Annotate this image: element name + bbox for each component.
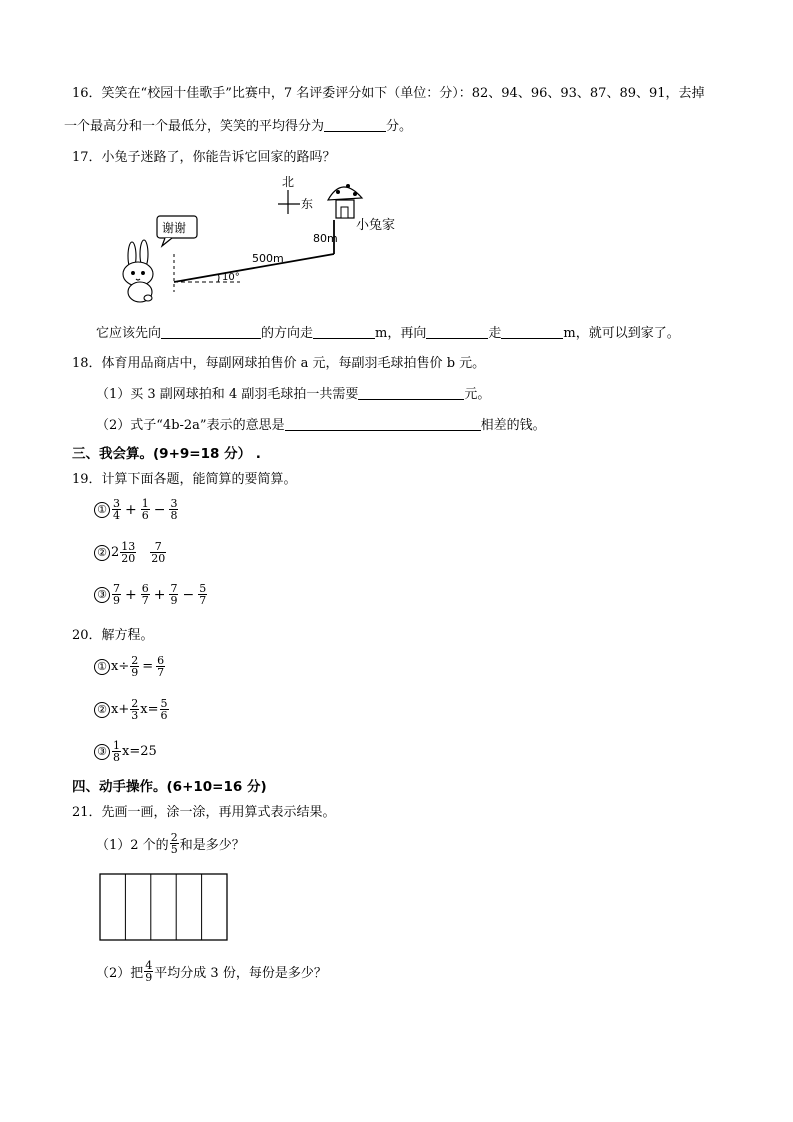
path-500m-label: 500m: [252, 252, 284, 265]
speech-bubble-text: 谢谢: [162, 221, 187, 235]
q17-answer-line: [96, 322, 680, 341]
q18-sub1-text-b: 元。: [464, 387, 491, 402]
q19-e1-number: ①: [94, 502, 110, 518]
q16-line1: 16．笑笑在“校园十佳歌手”比赛中，7 名评委评分如下（单位：分）：82、94、96、93、87、89、91，去掉: [72, 86, 705, 101]
q17-direction-blank-2[interactable]: [426, 324, 488, 339]
section-3-title: 三、我会算。(9+9=18 分） .: [72, 446, 261, 462]
q21-sub1-text-a: （1）2 个的: [96, 838, 169, 853]
q21-sub1: [96, 832, 245, 855]
path-80m-label: 80m: [313, 232, 338, 245]
q20-title: 20．解方程。: [72, 628, 154, 643]
q17-text-p4: 走: [488, 326, 502, 341]
q19-title: 19．计算下面各题，能简算的要简算。: [72, 472, 297, 487]
fraction: $\frac{5}{6}$: [160, 697, 168, 722]
q21-sub1-text-b: 和是多少？: [179, 838, 245, 853]
rabbit-map-diagram: [110, 170, 410, 310]
q18-sub2-text-b: 相差的钱。: [480, 418, 546, 433]
fraction: $\frac{6}{7}$: [141, 582, 149, 607]
fraction: $\frac{1}{6}$: [141, 497, 149, 522]
q21-title: 21．先画一画，涂一涂，再用算式表示结果。: [72, 805, 336, 820]
q17-text-p1: 它应该先向: [96, 326, 162, 341]
q18-sub1: [96, 383, 490, 402]
rabbit-home-label: 小兔家: [356, 218, 396, 233]
q19-expr-3: ③ $\frac{7}{9}$ + $\frac{6}{7}$ + $\frac{7}{9}$ − $\frac{5}{7}$: [94, 583, 208, 606]
q18-sub1-text-a: （1）买 3 副网球拍和 4 副羽毛球拍一共需要: [96, 387, 359, 402]
q17-text-p3: m，再向: [375, 326, 427, 341]
q20-e1-number: ①: [94, 659, 110, 675]
section-4-title: 四、动手操作。(6+10=16 分): [72, 779, 267, 795]
fraction: $\frac{6}{7}$: [157, 654, 165, 679]
q20-e2-number: ②: [94, 702, 110, 718]
fraction: $\frac{3}{8}$: [170, 497, 178, 522]
fraction: $\frac{7}{20}$: [151, 540, 166, 565]
q20-eq-3: ③ $\frac{1}{8}$ x=25: [94, 740, 157, 763]
q18-title: 18．体育用品商店中，每副网球拍售价 a 元，每副羽毛球拍售价 b 元。: [72, 356, 486, 371]
q19-e2-number: ②: [94, 545, 110, 561]
angle-arc: [218, 274, 219, 282]
q16-text-b: 分。: [386, 119, 413, 134]
q16-answer-blank[interactable]: [324, 117, 386, 132]
q16-text-a: 一个最高分和一个最低分，笑笑的平均得分为: [64, 119, 325, 134]
q21-sub2-text-b: 平均分成 3 份，每份是多少？: [154, 966, 327, 981]
q21-sub2-text-a: （2）把: [96, 966, 144, 981]
q21-sub2: [96, 960, 327, 983]
fraction: $\frac{3}{4}$: [113, 497, 120, 522]
fraction: $\frac{7}{9}$: [170, 582, 178, 607]
q17-distance-blank-2[interactable]: [501, 324, 563, 339]
q20-eq-2: ② x+ $\frac{2}{3}$ x= $\frac{5}{6}$: [94, 698, 170, 721]
q17-text-p5: m，就可以到家了。: [563, 326, 680, 341]
q20-e3-number: ③: [94, 744, 110, 760]
fraction: $\frac{1}{8}$: [113, 739, 120, 764]
q17-text-p2: 的方向走: [261, 326, 314, 341]
fraction: $\frac{2}{5}$: [170, 831, 178, 856]
angle-label: 10°: [222, 272, 240, 283]
q17-direction-blank-1[interactable]: [161, 324, 261, 339]
rabbit-icon: [123, 240, 153, 302]
q19-expr-2: ② 2 $\frac{13}{20}$ $\frac{7}{20}$: [94, 541, 167, 564]
fraction: $\frac{5}{7}$: [199, 582, 207, 607]
q17-distance-blank-1[interactable]: [313, 324, 375, 339]
q17-title: 17．小兔子迷路了，你能告诉它回家的路吗？: [72, 150, 336, 165]
q19-e3-number: ③: [94, 587, 110, 603]
q18-sub2-text-a: （2）式子“4b-2a”表示的意思是: [96, 418, 285, 433]
compass-east-label: 东: [301, 197, 314, 211]
q16-line2: [64, 115, 412, 134]
q19-expr-1: ① $\frac{3}{4}$ + $\frac{1}{6}$ − $\frac{3}{8}$: [94, 498, 179, 521]
fraction-drawing-grid[interactable]: [99, 873, 229, 941]
mushroom-house-icon: [328, 184, 362, 218]
fraction: $\frac{13}{20}$: [121, 540, 136, 565]
fraction: $\frac{2}{3}$: [131, 697, 139, 722]
compass-north-label: 北: [282, 175, 295, 189]
fraction: $\frac{4}{9}$: [145, 959, 153, 984]
fraction: $\frac{2}{9}$: [131, 654, 139, 679]
q20-eq-1: ① x÷ $\frac{2}{9}$ = $\frac{6}{7}$: [94, 655, 166, 678]
q18-sub2-blank[interactable]: [285, 416, 481, 431]
q18-sub2: [96, 414, 546, 433]
q18-sub1-blank[interactable]: [358, 385, 464, 400]
fraction: $\frac{7}{9}$: [113, 582, 120, 607]
